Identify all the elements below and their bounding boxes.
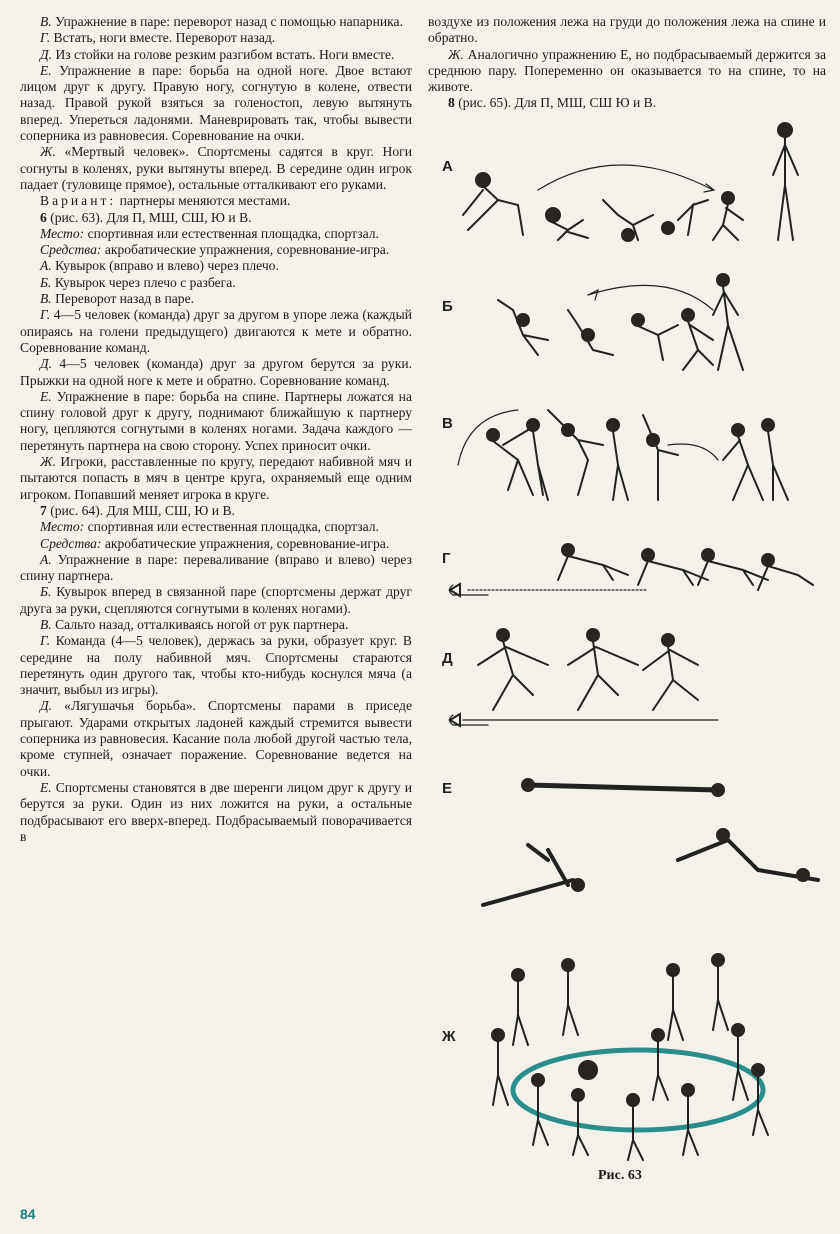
paragraph-text: Кувырок через плечо с разбега. [51, 274, 236, 290]
paragraph-text: Команда (4—5 человек), держась за руки, образует круг. В середине на полу набивной мяч. Спортсмены стараются перетянуть один другого так, чтобы кто-нибудь коснулся мяча (а значит, выбыл из игры). [20, 633, 412, 698]
paragraph [20, 584, 412, 617]
paragraph-text: 4—5 человек (команда) друг за другом в упоре лежа (каждый опираясь на голени предыдущего) двигаются к мете и обратно. Соревнование команд. [20, 307, 412, 355]
paragraph-text: Упражнение в паре: борьба на одной ноге. Двое встают лицом друг к другу. Правую ногу, согнутую в колене, отвести назад. Правой рукой взяться за голеностоп, левую вытянуть вперед. Упереться ладонями. Маневрировать так, чтобы вывести соперника из равновесия. Соревнование на очки. [20, 62, 412, 144]
item-label: Место: [40, 225, 85, 241]
paragraph-text: акробатические упражнения, соревнование-игра. [101, 242, 390, 258]
paragraph [20, 633, 412, 698]
paragraph [20, 698, 412, 779]
paragraph [20, 552, 412, 585]
paragraph-text: Упражнение в паре: борьба на спине. Партнеры ложатся на спину головой друг к другу, поднимают ближайшую к партнеру ногу, цепляются согнутыми в коленях ногами. Задача каждого — перетянуть партнера на свою сторону. Успех приносит очки. [20, 388, 412, 453]
row-label-zh: Ж [442, 1028, 456, 1045]
item-label: В. [40, 616, 52, 632]
paragraph-text: Встать, ноги вместе. Переворот назад. [50, 30, 276, 46]
exercise-number: 8 [448, 95, 455, 111]
paragraph [20, 242, 412, 258]
paragraph-text: спортивная или естественная площадка, спортзал. [84, 225, 379, 241]
paragraph-text: воздухе из положения лежа на груди до положения лежа на спине и обратно. [428, 14, 826, 46]
item-label: Средства: [40, 242, 102, 258]
paragraph-text: Спортсмены становятся в две шеренги лицом друг к другу и берутся за руки. Один из них ложится на руки, а остальные подбрасывают его вверх-вперед. Подбрасываемый поворачивается в [20, 779, 412, 844]
item-label: Б. [40, 274, 52, 290]
paragraph [20, 193, 412, 209]
item-label: Е. [40, 388, 52, 404]
paragraph [20, 356, 412, 389]
left-column [20, 14, 412, 845]
item-label: Г. [40, 633, 51, 649]
paragraph-text: (рис. 63). Для П, МШ, СШ, Ю и В. [46, 209, 252, 225]
paragraph-text: (рис. 64). Для МШ, СШ, Ю и В. [46, 502, 235, 518]
exercise-number: 6 [40, 209, 47, 225]
figure-drawings [428, 120, 828, 1180]
row-label-g: Г [442, 550, 451, 567]
paragraph [20, 47, 412, 63]
item-label: Ж. [448, 46, 464, 62]
paragraph-text: спортивная или естественная площадка, спортзал. [84, 519, 379, 535]
exercise-number: 7 [40, 502, 47, 518]
paragraph-text: акробатические упражнения, соревнование-игра. [101, 535, 390, 551]
variant-label: Вариант: [40, 193, 117, 209]
paragraph-text: Аналогично упражнению Е, но подбрасываемый держится за среднюю пару. Попеременно он оказывается то на спине, то на животе. [428, 46, 826, 95]
row-label-b: Б [442, 298, 453, 315]
paragraph [428, 14, 826, 47]
paragraph [20, 275, 412, 291]
item-label: Б. [40, 584, 52, 600]
item-label: Д. [40, 46, 53, 62]
right-column-text [428, 14, 826, 112]
paragraph-text: Упражнение в паре: переворот назад с помощью напарника. [51, 14, 403, 29]
paragraph [20, 519, 412, 535]
paragraph [20, 210, 412, 226]
figure-caption: Рис. 63 [598, 1168, 642, 1183]
paragraph-text: 4—5 человек (команда) друг за другом берутся за руки. Прыжки на одной ноге к мете и обратно. Соревнование команд. [20, 356, 412, 388]
paragraph [20, 503, 412, 519]
item-label: Д. [40, 698, 53, 714]
paragraph [20, 144, 412, 193]
paragraph-text: партнеры меняются местами. [116, 193, 291, 209]
item-label: В. [40, 14, 52, 29]
paragraph-text: «Мертвый человек». Спортсмены садятся в круг. Ноги согнуты в коленях, руки вытянуты вперед. В середине один игрок падает (туловище прямое), остальные отталкивают его руками. [20, 144, 412, 192]
paragraph-text: Переворот назад в паре. [51, 291, 195, 307]
paragraph-text: Сальто назад, отталкиваясь ногой от рук партнера. [51, 616, 349, 632]
item-label: Д. [40, 356, 53, 372]
item-label: В. [40, 291, 52, 307]
item-label: Место: [40, 519, 85, 535]
page-number: 84 [20, 1206, 36, 1222]
row-a-illustration [463, 123, 798, 241]
paragraph [20, 30, 412, 46]
row-label-a: А [442, 158, 453, 175]
row-d-illustration [450, 629, 719, 726]
paragraph [428, 47, 826, 96]
row-b-illustration [498, 274, 743, 370]
paragraph [20, 291, 412, 307]
row-g-illustration [450, 544, 814, 596]
paragraph-text: «Лягушачья борьба». Спортсмены парами в приседе прыгают. Ударами открытых ладоней каждый стремится вывести соперника из равновесия. Касание пола любой другой частью тела, кроме ступней, означает поражение. Соревнование ведется на очки. [20, 698, 412, 779]
row-v-illustration [458, 410, 788, 500]
row-label-e: Е [442, 780, 453, 797]
paragraph [20, 258, 412, 274]
paragraph-text: Кувырок вперед в связанной паре (спортсмены держат друг друга за руки, сцепляются согнутыми в коленях ногами). [20, 584, 412, 616]
paragraph [20, 307, 412, 356]
item-label: Ж. [40, 144, 56, 160]
item-label: Г. [40, 307, 51, 323]
item-label: Ж. [40, 454, 56, 470]
row-label-v: В [442, 415, 453, 432]
item-label: А. [40, 551, 52, 567]
paragraph [20, 780, 412, 845]
paragraph [20, 536, 412, 552]
paragraph [20, 389, 412, 454]
row-label-d: Д [442, 650, 453, 667]
paragraph-text: (рис. 65). Для П, МШ, СШ Ю и В. [454, 95, 657, 111]
item-label: А. [40, 258, 52, 274]
item-label: Средства: [40, 535, 102, 551]
item-label: Г. [40, 30, 51, 46]
paragraph-text: Кувырок (вправо и влево) через плечо. [51, 258, 279, 274]
paragraph [428, 95, 826, 111]
paragraph [20, 454, 412, 503]
paragraph [20, 14, 412, 30]
paragraph-text: Игроки, расставленные по кругу, передают набивной мяч и пытаются попасть в мяч в центре круга, охраняемый еще одним игроком. Попавший меняет игрока в круге. [20, 454, 412, 502]
item-label: Е. [40, 779, 52, 795]
paragraph-text: Упражнение в паре: переваливание (вправо и влево) через спину партнера. [20, 551, 412, 584]
item-label: Е. [40, 62, 52, 78]
paragraph [20, 226, 412, 242]
row-e-illustration [483, 779, 818, 905]
figure-63 [428, 120, 828, 1200]
paragraph [20, 617, 412, 633]
paragraph-text: Из стойки на голове резким разгибом встать. Ноги вместе. [52, 46, 395, 62]
paragraph [20, 63, 412, 144]
row-zh-illustration [492, 954, 768, 1160]
